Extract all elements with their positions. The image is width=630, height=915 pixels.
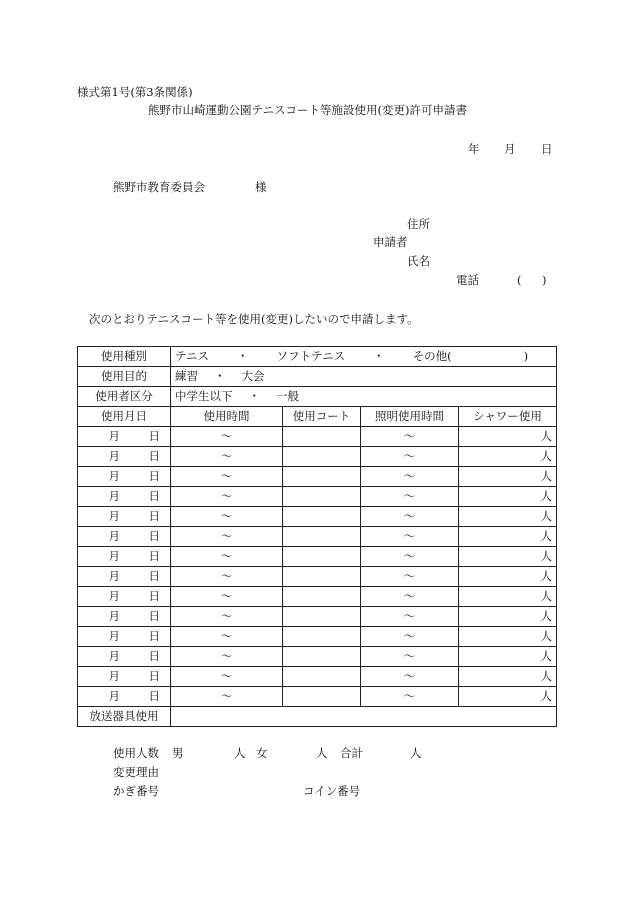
time-cell[interactable] — [171, 627, 283, 647]
month-mark: 月 — [108, 668, 120, 683]
date-cell[interactable] — [78, 447, 171, 467]
time-cell[interactable] — [171, 487, 283, 507]
person-mark: 人 — [540, 668, 553, 683]
option-tournament: 大会 — [241, 368, 265, 383]
broadcast-label: 放送器具使用 — [78, 707, 171, 727]
table-row — [78, 427, 557, 447]
lighting-cell[interactable] — [361, 667, 459, 687]
month-mark: 月 — [108, 588, 120, 603]
day-mark: 日 — [148, 608, 160, 623]
table-row — [78, 567, 557, 587]
person-mark: 人 — [540, 688, 553, 703]
female-unit: 人 — [316, 746, 328, 760]
court-cell[interactable] — [283, 467, 361, 487]
person-mark: 人 — [540, 448, 553, 463]
tilde: 〜 — [403, 488, 416, 503]
month-mark: 月 — [108, 568, 120, 583]
user-class-label: 使用者区分 — [78, 387, 171, 407]
tilde: 〜 — [220, 548, 233, 563]
person-mark: 人 — [540, 648, 553, 663]
separator: ・ — [214, 368, 226, 383]
date-cell[interactable] — [78, 567, 171, 587]
address-label: 住所 — [407, 217, 430, 231]
tilde: 〜 — [403, 688, 416, 703]
time-cell[interactable] — [171, 647, 283, 667]
tilde: 〜 — [403, 448, 416, 463]
table-row — [78, 667, 557, 687]
person-mark: 人 — [540, 588, 553, 603]
time-cell[interactable] — [171, 587, 283, 607]
month-mark: 月 — [108, 508, 120, 523]
person-mark: 人 — [540, 488, 553, 503]
table-row — [78, 647, 557, 667]
header-date: 使用月日 — [78, 407, 171, 427]
tilde: 〜 — [403, 608, 416, 623]
tilde: 〜 — [403, 588, 416, 603]
intro-text: 次のとおりテニスコート等を使用(変更)したいので申請します。 — [89, 312, 419, 326]
day-mark: 日 — [148, 568, 160, 583]
shower-cell[interactable] — [459, 687, 557, 707]
separator: ・ — [237, 348, 249, 363]
tilde: 〜 — [403, 668, 416, 683]
time-cell[interactable] — [171, 427, 283, 447]
header-row — [78, 407, 557, 427]
tilde: 〜 — [220, 428, 233, 443]
court-cell[interactable] — [283, 487, 361, 507]
header-time: 使用時間 — [171, 407, 283, 427]
time-cell[interactable] — [171, 547, 283, 567]
tilde: 〜 — [220, 448, 233, 463]
tilde: 〜 — [220, 528, 233, 543]
date-cell[interactable] — [78, 427, 171, 447]
day-mark: 日 — [148, 688, 160, 703]
lighting-cell[interactable] — [361, 487, 459, 507]
day-mark: 日 — [148, 528, 160, 543]
tilde: 〜 — [220, 608, 233, 623]
shower-cell[interactable] — [459, 467, 557, 487]
female-label: 女 — [256, 746, 268, 760]
table-row — [78, 487, 557, 507]
court-cell[interactable] — [283, 447, 361, 467]
table-row — [78, 467, 557, 487]
court-cell[interactable] — [283, 607, 361, 627]
shower-cell[interactable] — [459, 507, 557, 527]
tilde: 〜 — [220, 628, 233, 643]
court-cell[interactable] — [283, 647, 361, 667]
time-cell[interactable] — [171, 467, 283, 487]
month-mark: 月 — [108, 528, 120, 543]
separator: ・ — [248, 388, 260, 403]
lighting-cell[interactable] — [361, 607, 459, 627]
day-mark: 日 — [148, 648, 160, 663]
total-unit: 人 — [410, 746, 422, 760]
lighting-cell[interactable] — [361, 467, 459, 487]
coin-label: コイン番号 — [303, 784, 361, 798]
date-month-label: 月 — [504, 142, 516, 156]
tilde: 〜 — [220, 668, 233, 683]
lighting-cell[interactable] — [361, 527, 459, 547]
person-mark: 人 — [540, 428, 553, 443]
shower-cell[interactable] — [459, 607, 557, 627]
option-practice: 練習 — [175, 368, 198, 383]
table-row — [78, 527, 557, 547]
date-year-label: 年 — [468, 142, 480, 156]
tilde: 〜 — [220, 568, 233, 583]
tilde: 〜 — [220, 488, 233, 503]
lighting-cell[interactable] — [361, 627, 459, 647]
court-cell[interactable] — [283, 507, 361, 527]
tilde: 〜 — [403, 468, 416, 483]
court-cell[interactable] — [283, 687, 361, 707]
shower-cell[interactable] — [459, 667, 557, 687]
date-cell[interactable] — [78, 687, 171, 707]
usage-type-row — [78, 347, 557, 367]
person-mark: 人 — [540, 528, 553, 543]
day-mark: 日 — [148, 468, 160, 483]
phone-paren-close: ) — [542, 273, 547, 287]
header-court: 使用コート — [283, 407, 361, 427]
lighting-cell[interactable] — [361, 567, 459, 587]
month-mark: 月 — [108, 648, 120, 663]
day-mark: 日 — [148, 588, 160, 603]
day-mark: 日 — [148, 448, 160, 463]
court-cell[interactable] — [283, 527, 361, 547]
time-cell[interactable] — [171, 447, 283, 467]
usage-table — [77, 346, 557, 727]
month-mark: 月 — [108, 608, 120, 623]
phone-paren-open: ( — [517, 273, 522, 287]
month-mark: 月 — [108, 548, 120, 563]
option-tennis: テニス — [175, 348, 210, 363]
month-mark: 月 — [108, 688, 120, 703]
tilde: 〜 — [403, 568, 416, 583]
shower-cell[interactable] — [459, 587, 557, 607]
table-row — [78, 627, 557, 647]
table-row — [78, 507, 557, 527]
person-mark: 人 — [540, 568, 553, 583]
tilde: 〜 — [403, 428, 416, 443]
time-cell[interactable] — [171, 567, 283, 587]
time-cell[interactable] — [171, 667, 283, 687]
shower-cell[interactable] — [459, 547, 557, 567]
broadcast-value[interactable] — [171, 707, 557, 727]
lighting-cell[interactable] — [361, 587, 459, 607]
time-cell[interactable] — [171, 507, 283, 527]
date-cell[interactable] — [78, 487, 171, 507]
day-mark: 日 — [148, 508, 160, 523]
option-general: 一般 — [276, 388, 299, 403]
option-other-close: ) — [523, 348, 529, 363]
purpose-options[interactable] — [171, 367, 557, 387]
lighting-cell[interactable] — [361, 507, 459, 527]
name-label: 氏名 — [407, 254, 430, 268]
date-cell[interactable] — [78, 647, 171, 667]
table-row — [78, 547, 557, 567]
tilde: 〜 — [403, 548, 416, 563]
broadcast-row — [78, 707, 557, 727]
lighting-cell[interactable] — [361, 547, 459, 567]
tilde: 〜 — [403, 628, 416, 643]
people-label: 使用人数 — [113, 746, 159, 760]
person-mark: 人 — [540, 628, 553, 643]
shower-cell[interactable] — [459, 527, 557, 547]
table-row — [78, 447, 557, 467]
month-mark: 月 — [108, 468, 120, 483]
person-mark: 人 — [540, 508, 553, 523]
day-mark: 日 — [148, 428, 160, 443]
court-cell[interactable] — [283, 667, 361, 687]
day-mark: 日 — [148, 548, 160, 563]
purpose-row — [78, 367, 557, 387]
month-mark: 月 — [108, 448, 120, 463]
day-mark: 日 — [148, 488, 160, 503]
day-mark: 日 — [148, 628, 160, 643]
table-row — [78, 607, 557, 627]
date-cell[interactable] — [78, 667, 171, 687]
option-soft-tennis: ソフトテニス — [276, 348, 346, 363]
day-mark: 日 — [148, 668, 160, 683]
header-lighting: 照明使用時間 — [361, 407, 459, 427]
date-cell[interactable] — [78, 627, 171, 647]
date-cell[interactable] — [78, 547, 171, 567]
tilde: 〜 — [220, 648, 233, 663]
person-mark: 人 — [540, 548, 553, 563]
month-mark: 月 — [108, 488, 120, 503]
reason-label: 変更理由 — [113, 765, 159, 779]
court-cell[interactable] — [283, 627, 361, 647]
time-cell[interactable] — [171, 527, 283, 547]
user-class-options[interactable] — [171, 387, 557, 407]
lighting-cell[interactable] — [361, 687, 459, 707]
male-label: 男 — [172, 746, 184, 760]
month-mark: 月 — [108, 628, 120, 643]
usage-type-options[interactable] — [171, 347, 557, 367]
addressee-honorific: 様 — [255, 180, 267, 194]
tilde: 〜 — [403, 528, 416, 543]
tilde: 〜 — [403, 648, 416, 663]
table-row — [78, 587, 557, 607]
time-cell[interactable] — [171, 687, 283, 707]
date-cell[interactable] — [78, 607, 171, 627]
tilde: 〜 — [220, 588, 233, 603]
separator: ・ — [373, 348, 385, 363]
shower-cell[interactable] — [459, 567, 557, 587]
court-cell[interactable] — [283, 547, 361, 567]
phone-label: 電話 — [456, 273, 479, 287]
tilde: 〜 — [220, 468, 233, 483]
person-mark: 人 — [540, 608, 553, 623]
header-shower: シャワー使用 — [459, 407, 557, 427]
tilde: 〜 — [403, 508, 416, 523]
purpose-label: 使用目的 — [78, 367, 171, 387]
male-unit: 人 — [234, 746, 246, 760]
person-mark: 人 — [540, 468, 553, 483]
time-cell[interactable] — [171, 607, 283, 627]
shower-cell[interactable] — [459, 487, 557, 507]
tilde: 〜 — [220, 688, 233, 703]
user-class-row — [78, 387, 557, 407]
court-cell[interactable] — [283, 587, 361, 607]
shower-cell[interactable] — [459, 647, 557, 667]
total-label: 合計 — [340, 746, 363, 760]
date-cell[interactable] — [78, 587, 171, 607]
lighting-cell[interactable] — [361, 647, 459, 667]
option-other: その他( — [412, 348, 452, 363]
court-cell[interactable] — [283, 427, 361, 447]
month-mark: 月 — [108, 428, 120, 443]
court-cell[interactable] — [283, 567, 361, 587]
tilde: 〜 — [220, 508, 233, 523]
addressee-org: 熊野市教育委員会 — [113, 180, 205, 194]
usage-type-label: 使用種別 — [78, 347, 171, 367]
shower-cell[interactable] — [459, 627, 557, 647]
shower-cell[interactable] — [459, 447, 557, 467]
option-junior: 中学生以下 — [175, 388, 233, 403]
lighting-cell[interactable] — [361, 447, 459, 467]
lighting-cell[interactable] — [361, 427, 459, 447]
date-cell[interactable] — [78, 467, 171, 487]
applicant-label: 申請者 — [373, 235, 408, 249]
date-cell[interactable] — [78, 527, 171, 547]
shower-cell[interactable] — [459, 427, 557, 447]
page-title: 熊野市山崎運動公園テニスコート等施設使用(変更)許可申請書 — [148, 103, 468, 117]
form-number: 様式第1号(第3条関係) — [77, 85, 193, 99]
date-cell[interactable] — [78, 507, 171, 527]
date-day-label: 日 — [541, 142, 553, 156]
key-label: かぎ番号 — [113, 784, 159, 798]
table-row — [78, 687, 557, 707]
